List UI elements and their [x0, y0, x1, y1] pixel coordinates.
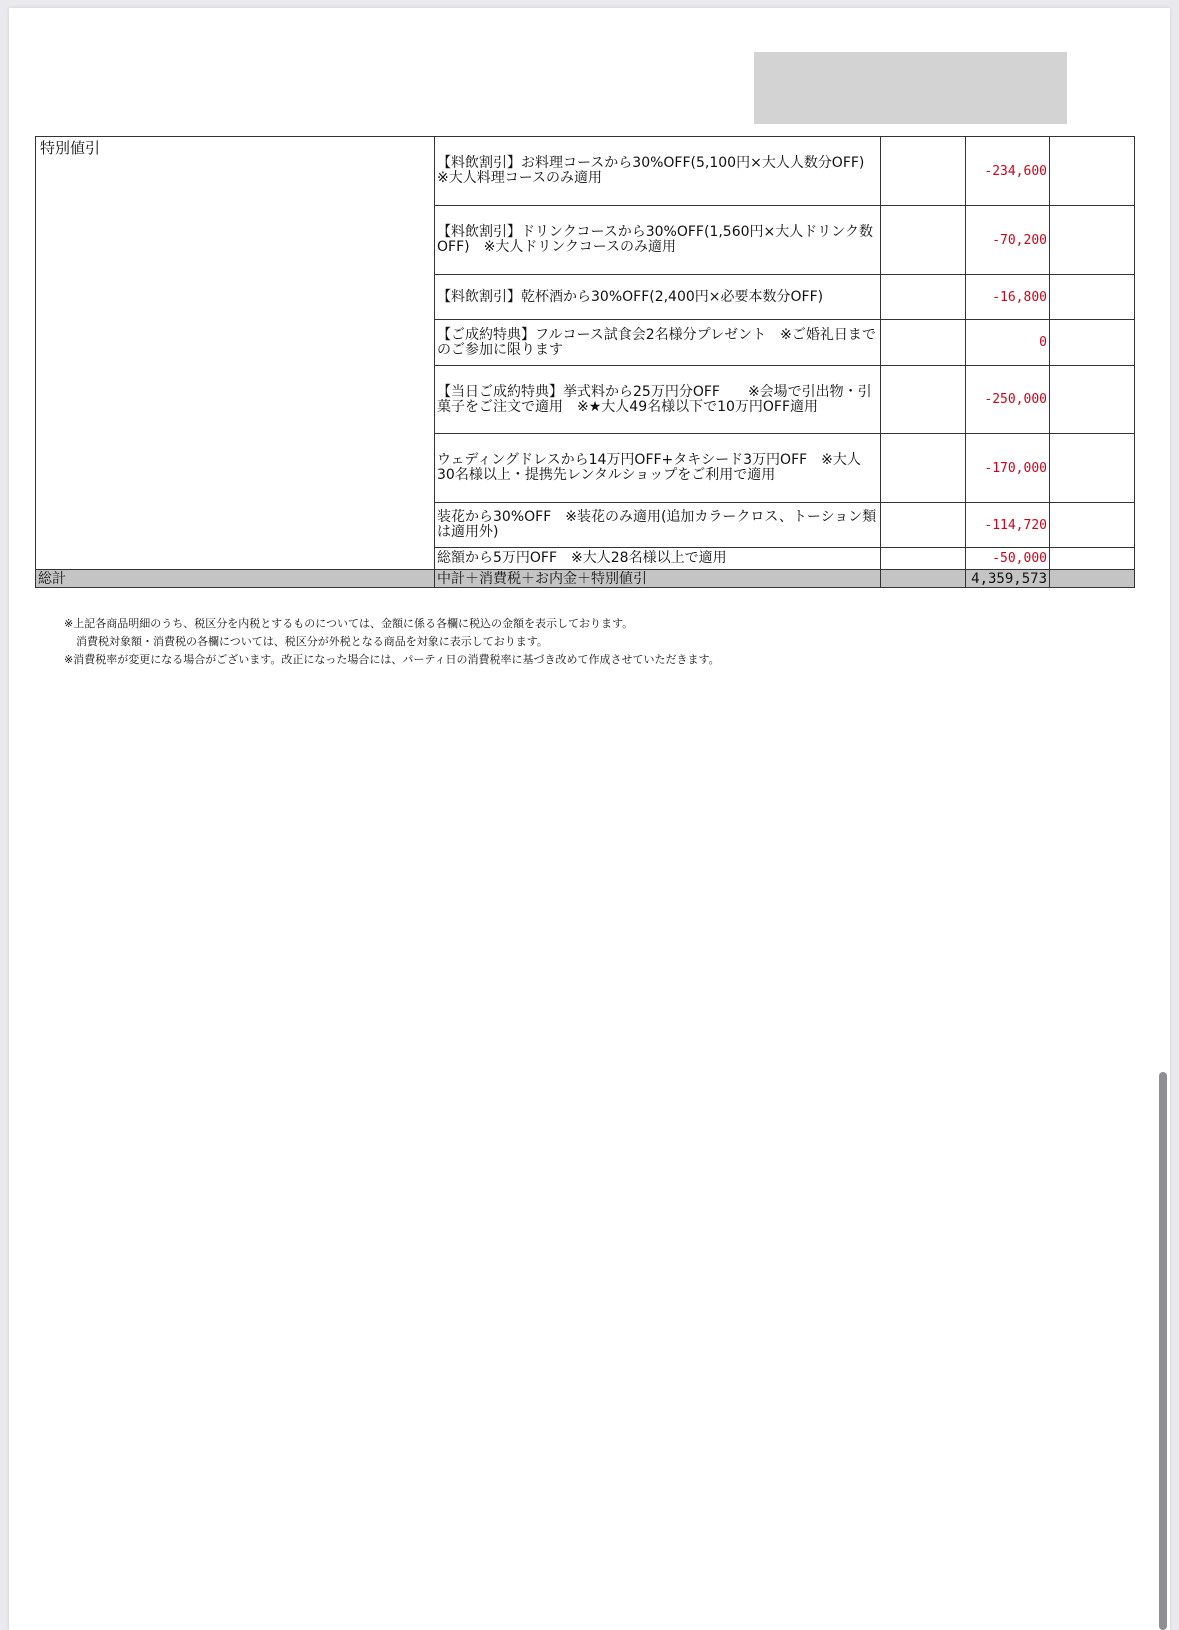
discount-description: 【料飲割引】ドリンクコースから30%OFF(1,560円×大人ドリンク数OFF) ※大人ドリンクコースのみ適用: [435, 206, 881, 275]
discount-description: 【料飲割引】お料理コースから30%OFF(5,100円×大人人数分OFF) ※大人料理コースのみ適用: [435, 137, 881, 206]
total-amount: 4,359,573: [966, 570, 1050, 588]
empty-cell: [1050, 434, 1135, 503]
discount-table: [35, 136, 1135, 588]
empty-cell: [1050, 570, 1135, 588]
total-label: 総計: [36, 570, 435, 588]
discount-description: ウェディングドレスから14万円OFF+タキシード3万円OFF ※大人30名様以上・提携先レンタルショップをご利用で適用: [435, 434, 881, 503]
footnotes: [64, 615, 720, 669]
empty-cell: [881, 548, 966, 570]
discount-description: 総額から5万円OFF ※大人28名様以上で適用: [435, 548, 881, 570]
table-row: [36, 137, 1135, 206]
total-row: [36, 570, 1135, 588]
empty-cell: [881, 275, 966, 320]
empty-cell: [1050, 366, 1135, 434]
empty-cell: [1050, 275, 1135, 320]
category-cell: 特別値引: [36, 137, 435, 570]
empty-cell: [881, 434, 966, 503]
empty-cell: [1050, 320, 1135, 366]
empty-cell: [881, 137, 966, 206]
empty-cell: [1050, 206, 1135, 275]
empty-cell: [1050, 137, 1135, 206]
redacted-area: [754, 52, 1067, 124]
vertical-scrollbar[interactable]: [1159, 1072, 1167, 1630]
empty-cell: [1050, 503, 1135, 548]
discount-amount: -250,000: [966, 366, 1050, 434]
discount-description: 【ご成約特典】フルコース試食会2名様分プレゼント ※ご婚礼日までのご参加に限ります: [435, 320, 881, 366]
footnote-line: 消費税対象額・消費税の各欄については、税区分が外税となる商品を対象に表示しております。: [76, 635, 548, 648]
empty-cell: [881, 503, 966, 548]
discount-amount: -114,720: [966, 503, 1050, 548]
empty-cell: [881, 570, 966, 588]
discount-amount: -50,000: [966, 548, 1050, 570]
empty-cell: [881, 320, 966, 366]
discount-amount: -170,000: [966, 434, 1050, 503]
footnote-line: ※消費税率が変更になる場合がございます。改正になった場合には、パーティ日の消費税率に基づき改めて作成させていただきます。: [64, 653, 720, 666]
discount-amount: 0: [966, 320, 1050, 366]
discount-description: 【料飲割引】乾杯酒から30%OFF(2,400円×必要本数分OFF): [435, 275, 881, 320]
discount-description: 装花から30%OFF ※装花のみ適用(追加カラークロス、トーション類は適用外): [435, 503, 881, 548]
document-page: [9, 8, 1170, 1630]
empty-cell: [881, 366, 966, 434]
total-formula: 中計＋消費税＋お内金＋特別値引: [435, 570, 881, 588]
discount-amount: -16,800: [966, 275, 1050, 320]
discount-amount: -234,600: [966, 137, 1050, 206]
discount-amount: -70,200: [966, 206, 1050, 275]
empty-cell: [881, 206, 966, 275]
discount-description: 【当日ご成約特典】挙式料から25万円分OFF ※会場で引出物・引菓子をご注文で適用 ※★大人49名様以下で10万円OFF適用: [435, 366, 881, 434]
footnote-line: ※上記各商品明細のうち、税区分を内税とするものについては、金額に係る各欄に税込の金額を表示しております。: [64, 617, 634, 630]
empty-cell: [1050, 548, 1135, 570]
